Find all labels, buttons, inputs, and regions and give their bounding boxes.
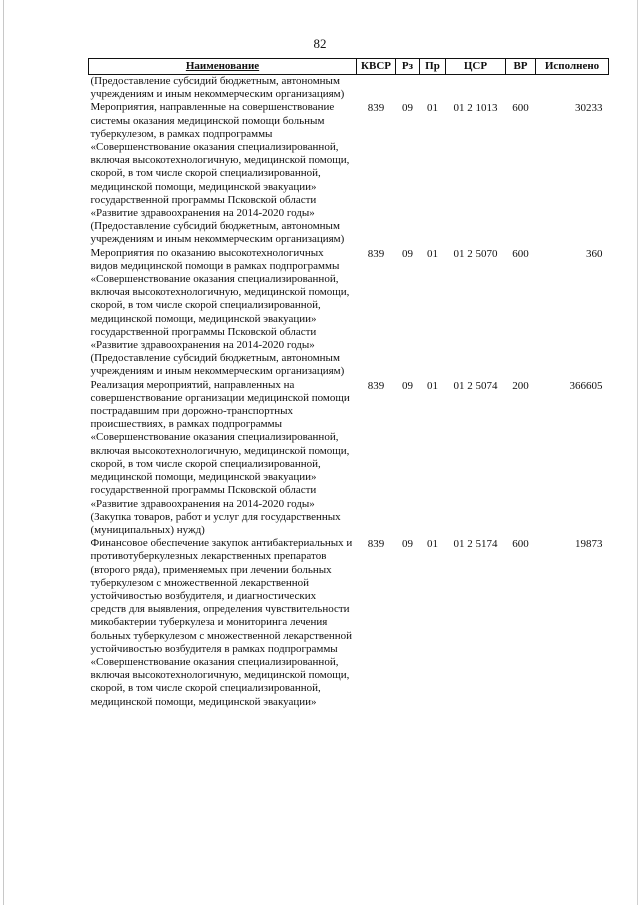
header-name: Наименование [89, 59, 357, 75]
header-csr: ЦСР [446, 59, 506, 75]
row-csr: 01 2 5074 [453, 379, 498, 392]
row-rz: 09 [402, 379, 413, 392]
row-kvsr [357, 75, 396, 102]
row-csr: 01 2 5174 [453, 538, 498, 551]
table-body [89, 75, 609, 709]
row-vr: 600 [512, 247, 529, 260]
row-name: Финансовое обеспечение закупок антибактериальных и противотуберкулезных лекарственных препаратов (второго ряда), применяемых при лечении больных туберкулезом с множественной лекарственной устойчивостью возбудителя, и диагностических средств для выявления, определения чувствительности микобактерии туберкулеза и мониторинга лечения больных туберкулезом с множественной лекарственной устойчивостью возбудителя в рамках подпрограммы «Совершенствование оказания специализированной, включая высокотехнологичную, медицинской помощи, скорой, в том числе скорой специализированной, медицинской помощи, медицинской эвакуации» [90, 537, 353, 708]
row-executed: 366605 [569, 379, 603, 392]
row-pr [420, 75, 446, 102]
table-row [89, 379, 609, 537]
row-executed: 360 [586, 247, 603, 260]
row-csr: 01 2 1013 [453, 102, 498, 115]
row-csr [446, 75, 506, 102]
row-kvsr: 839 [367, 538, 385, 551]
row-pr: 01 [427, 247, 438, 260]
row-pr: 01 [427, 379, 438, 392]
row-rz: 09 [402, 538, 413, 551]
scan-edge-right [637, 0, 638, 905]
row-pr: 01 [427, 538, 438, 551]
header-pr: Пр [420, 59, 446, 75]
budget-table [88, 58, 609, 709]
row-rz [396, 75, 420, 102]
row-vr [506, 75, 536, 102]
row-executed: 19873 [575, 538, 603, 551]
table-row [89, 101, 609, 246]
row-kvsr: 839 [367, 379, 385, 392]
header-kvsr: КВСР [357, 59, 396, 75]
row-executed: 30233 [575, 102, 603, 115]
scan-edge-left [3, 0, 4, 905]
table-row [89, 247, 609, 379]
header-executed: Исполнено [536, 59, 609, 75]
row-name: Мероприятия, направленные на совершенствование системы оказания медицинской помощи больным туберкулезом, в рамках подпрограммы «Совершенствование оказания специализированной, включая высокотехнологичную, медицинской помощи, скорой, в том числе скорой специализированной, медицинской помощи, медицинской эвакуации» государственной программы Псковской области «Развитие здравоохранения на 2014-2020 годы» (Предоставление субсидий бюджетным, автономным учреждениям и иным некоммерческим организациям) [90, 101, 350, 246]
table-header [89, 59, 609, 75]
header-vr: ВР [506, 59, 536, 75]
table-row [89, 75, 609, 102]
table-row [89, 537, 609, 709]
row-name: (Предоставление субсидий бюджетным, автономным учреждениям и иным некоммерческим организациям) [90, 75, 345, 101]
row-kvsr: 839 [367, 102, 385, 115]
row-executed [536, 75, 609, 102]
row-vr: 600 [512, 102, 529, 115]
row-vr: 600 [512, 538, 529, 551]
header-rz: Рз [396, 59, 420, 75]
row-rz: 09 [402, 102, 413, 115]
row-rz: 09 [402, 247, 413, 260]
row-csr: 01 2 5070 [453, 247, 498, 260]
row-name: Реализация мероприятий, направленных на совершенствование организации медицинской помощи пострадавшим при дорожно-транспортных происшествиях, в рамках подпрограммы «Совершенствование оказания специализированной, включая высокотехнологичную, медицинской помощи, скорой, в том числе скорой специализированной, медицинской помощи, медицинской эвакуации» государственной программы Псковской области «Развитие здравоохранения на 2014-2020 годы» (Закупка товаров, работ и услуг для государственных (муниципальных) нужд) [90, 378, 350, 536]
page-number: 82 [313, 36, 327, 51]
row-name: Мероприятия по оказанию высокотехнологичных видов медицинской помощи в рамках подпрограммы «Совершенствование оказания специализированной, включая высокотехнологичную, медицинской помощи, скорой, в том числе скорой специализированной, медицинской помощи, медицинской эвакуации» государственной программы Псковской области «Развитие здравоохранения на 2014-2020 годы» (Предоставление субсидий бюджетным, автономным учреждениям и иным некоммерческим организациям) [90, 246, 350, 378]
row-kvsr: 839 [367, 247, 385, 260]
row-pr: 01 [427, 102, 438, 115]
row-vr: 200 [512, 379, 529, 392]
